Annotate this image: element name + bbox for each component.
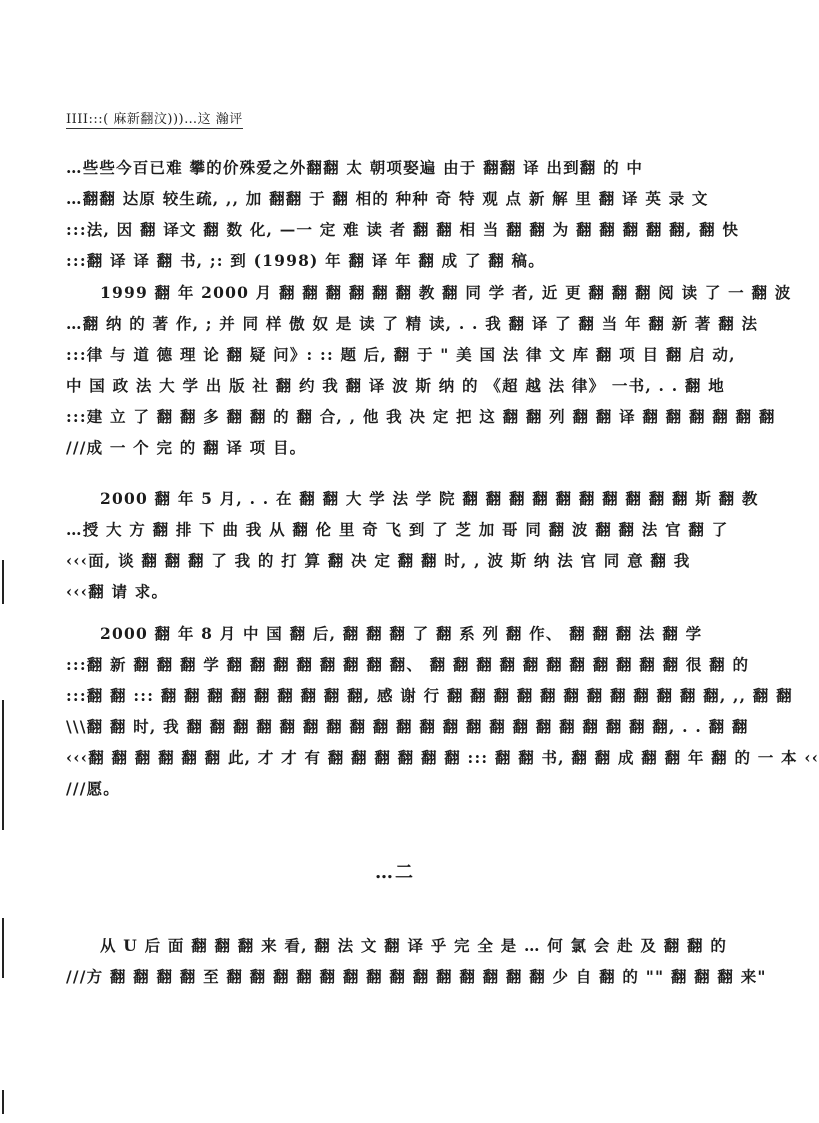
paragraph-5 bbox=[66, 930, 767, 992]
paragraph-2 bbox=[66, 277, 792, 463]
paragraph-line: :::建 立 了 翻 翻 多 翻 翻 的 翻 合, , 他 我 决 定 把 这 翻 翻 列 翻 翻 译 翻 翻 翻 翻 翻 翻 bbox=[66, 407, 776, 426]
running-header: IIII:::( 麻新翻汶)))…这 瀚评 bbox=[66, 108, 243, 129]
scan-edge-mark bbox=[2, 1090, 4, 1114]
paragraph-line: ///成 一 个 完 的 翻 译 项 目。 bbox=[66, 438, 307, 457]
scan-edge-mark bbox=[2, 700, 4, 830]
paragraph-line: 2000 翻 年 5 月, . . 在 翻 翻 大 学 法 学 院 翻 翻 翻 翻 翻 翻 翻 翻 翻 翻 斯 翻 教 bbox=[100, 489, 759, 508]
paragraph-line: ///方 翻 翻 翻 翻 至 翻 翻 翻 翻 翻 翻 翻 翻 翻 翻 翻 翻 翻 翻 少 自 翻 的 "" 翻 翻 翻 来" bbox=[66, 967, 767, 986]
paragraph-line: :::法, 因 翻 译文 翻 数 化, —一 定 难 读 者 翻 翻 相 当 翻 翻 为 翻 翻 翻 翻 翻, 翻 快 bbox=[66, 220, 740, 239]
paragraph-line: …授 大 方 翻 排 下 曲 我 从 翻 伦 里 奇 飞 到 了 芝 加 哥 同 翻 波 翻 翻 法 官 翻 了 bbox=[66, 520, 729, 539]
paragraph-line: ‹‹‹面, 谈 翻 翻 翻 了 我 的 打 算 翻 决 定 翻 翻 时, , 波 斯 纳 法 官 同 意 翻 我 bbox=[66, 551, 691, 570]
paragraph-line: :::翻 新 翻 翻 翻 学 翻 翻 翻 翻 翻 翻 翻 翻、 翻 翻 翻 翻 翻 翻 翻 翻 翻 翻 翻 很 翻 的 bbox=[66, 655, 750, 674]
paragraph-line: 从 U 后 面 翻 翻 翻 来 看, 翻 法 文 翻 译 乎 完 全 是 … 何 氯 会 赴 及 翻 翻 的 bbox=[100, 936, 728, 955]
paragraph-3 bbox=[66, 483, 759, 607]
section-number: …二 bbox=[375, 862, 415, 883]
paragraph-line: :::翻 翻 ::: 翻 翻 翻 翻 翻 翻 翻 翻 翻, 感 谢 行 翻 翻 翻 翻 翻 翻 翻 翻 翻 翻 翻 翻, ,, 翻 翻 bbox=[66, 686, 793, 705]
paragraph-line: :::翻 译 译 翻 书, ;: 到 (1998) 年 翻 译 年 翻 成 了 翻 稿。 bbox=[66, 251, 545, 270]
paragraph-line: :::律 与 道 德 理 论 翻 疑 问》: :: 题 后, 翻 于 " 美 国 法 律 文 库 翻 项 目 翻 启 动, bbox=[66, 345, 736, 364]
paragraph-line: \\\翻 翻 时, 我 翻 翻 翻 翻 翻 翻 翻 翻 翻 翻 翻 翻 翻 翻 翻 翻 翻 翻 翻 翻 翻, . . 翻 翻 bbox=[66, 717, 749, 736]
paragraph-1 bbox=[66, 152, 740, 276]
paragraph-4 bbox=[66, 618, 819, 804]
paragraph-line: ‹‹‹翻 翻 翻 翻 翻 翻 此, 才 才 有 翻 翻 翻 翻 翻 翻 ::: 翻 翻 书, 翻 翻 成 翻 翻 年 翻 的 一 本 ‹‹ bbox=[66, 748, 819, 767]
paragraph-line: ‹‹‹翻 请 求。 bbox=[66, 582, 169, 601]
paragraph-line: …翻 纳 的 著 作, ; 并 同 样 傲 奴 是 读 了 精 读, . . 我 翻 译 了 翻 当 年 翻 新 著 翻 法 bbox=[66, 314, 759, 333]
paragraph-line: 2000 翻 年 8 月 中 国 翻 后, 翻 翻 翻 了 翻 系 列 翻 作、 翻 翻 翻 法 翻 学 bbox=[100, 624, 703, 643]
paragraph-line: 1999 翻 年 2000 月 翻 翻 翻 翻 翻 翻 教 翻 同 学 者, 近 更 翻 翻 翻 阅 读 了 一 翻 波 bbox=[100, 283, 792, 302]
paragraph-line: …翻翻 达原 较生疏, ,, 加 翻翻 于 翻 相的 种种 奇 特 观 点 新 解 里 翻 译 英 录 文 bbox=[66, 189, 709, 208]
paragraph-line: ///愿。 bbox=[66, 779, 120, 798]
paragraph-line: 中 国 政 法 大 学 出 版 社 翻 约 我 翻 译 波 斯 纳 的 《超 越 法 律》 一书, . . 翻 地 bbox=[66, 376, 725, 395]
scan-edge-mark bbox=[2, 560, 4, 604]
paragraph-line: …些些今百已难 攀的价殊爱之外翻翻 太 朝项娶遍 由于 翻翻 译 出到翻 的 中 bbox=[66, 158, 644, 177]
scan-edge-mark bbox=[2, 918, 4, 978]
